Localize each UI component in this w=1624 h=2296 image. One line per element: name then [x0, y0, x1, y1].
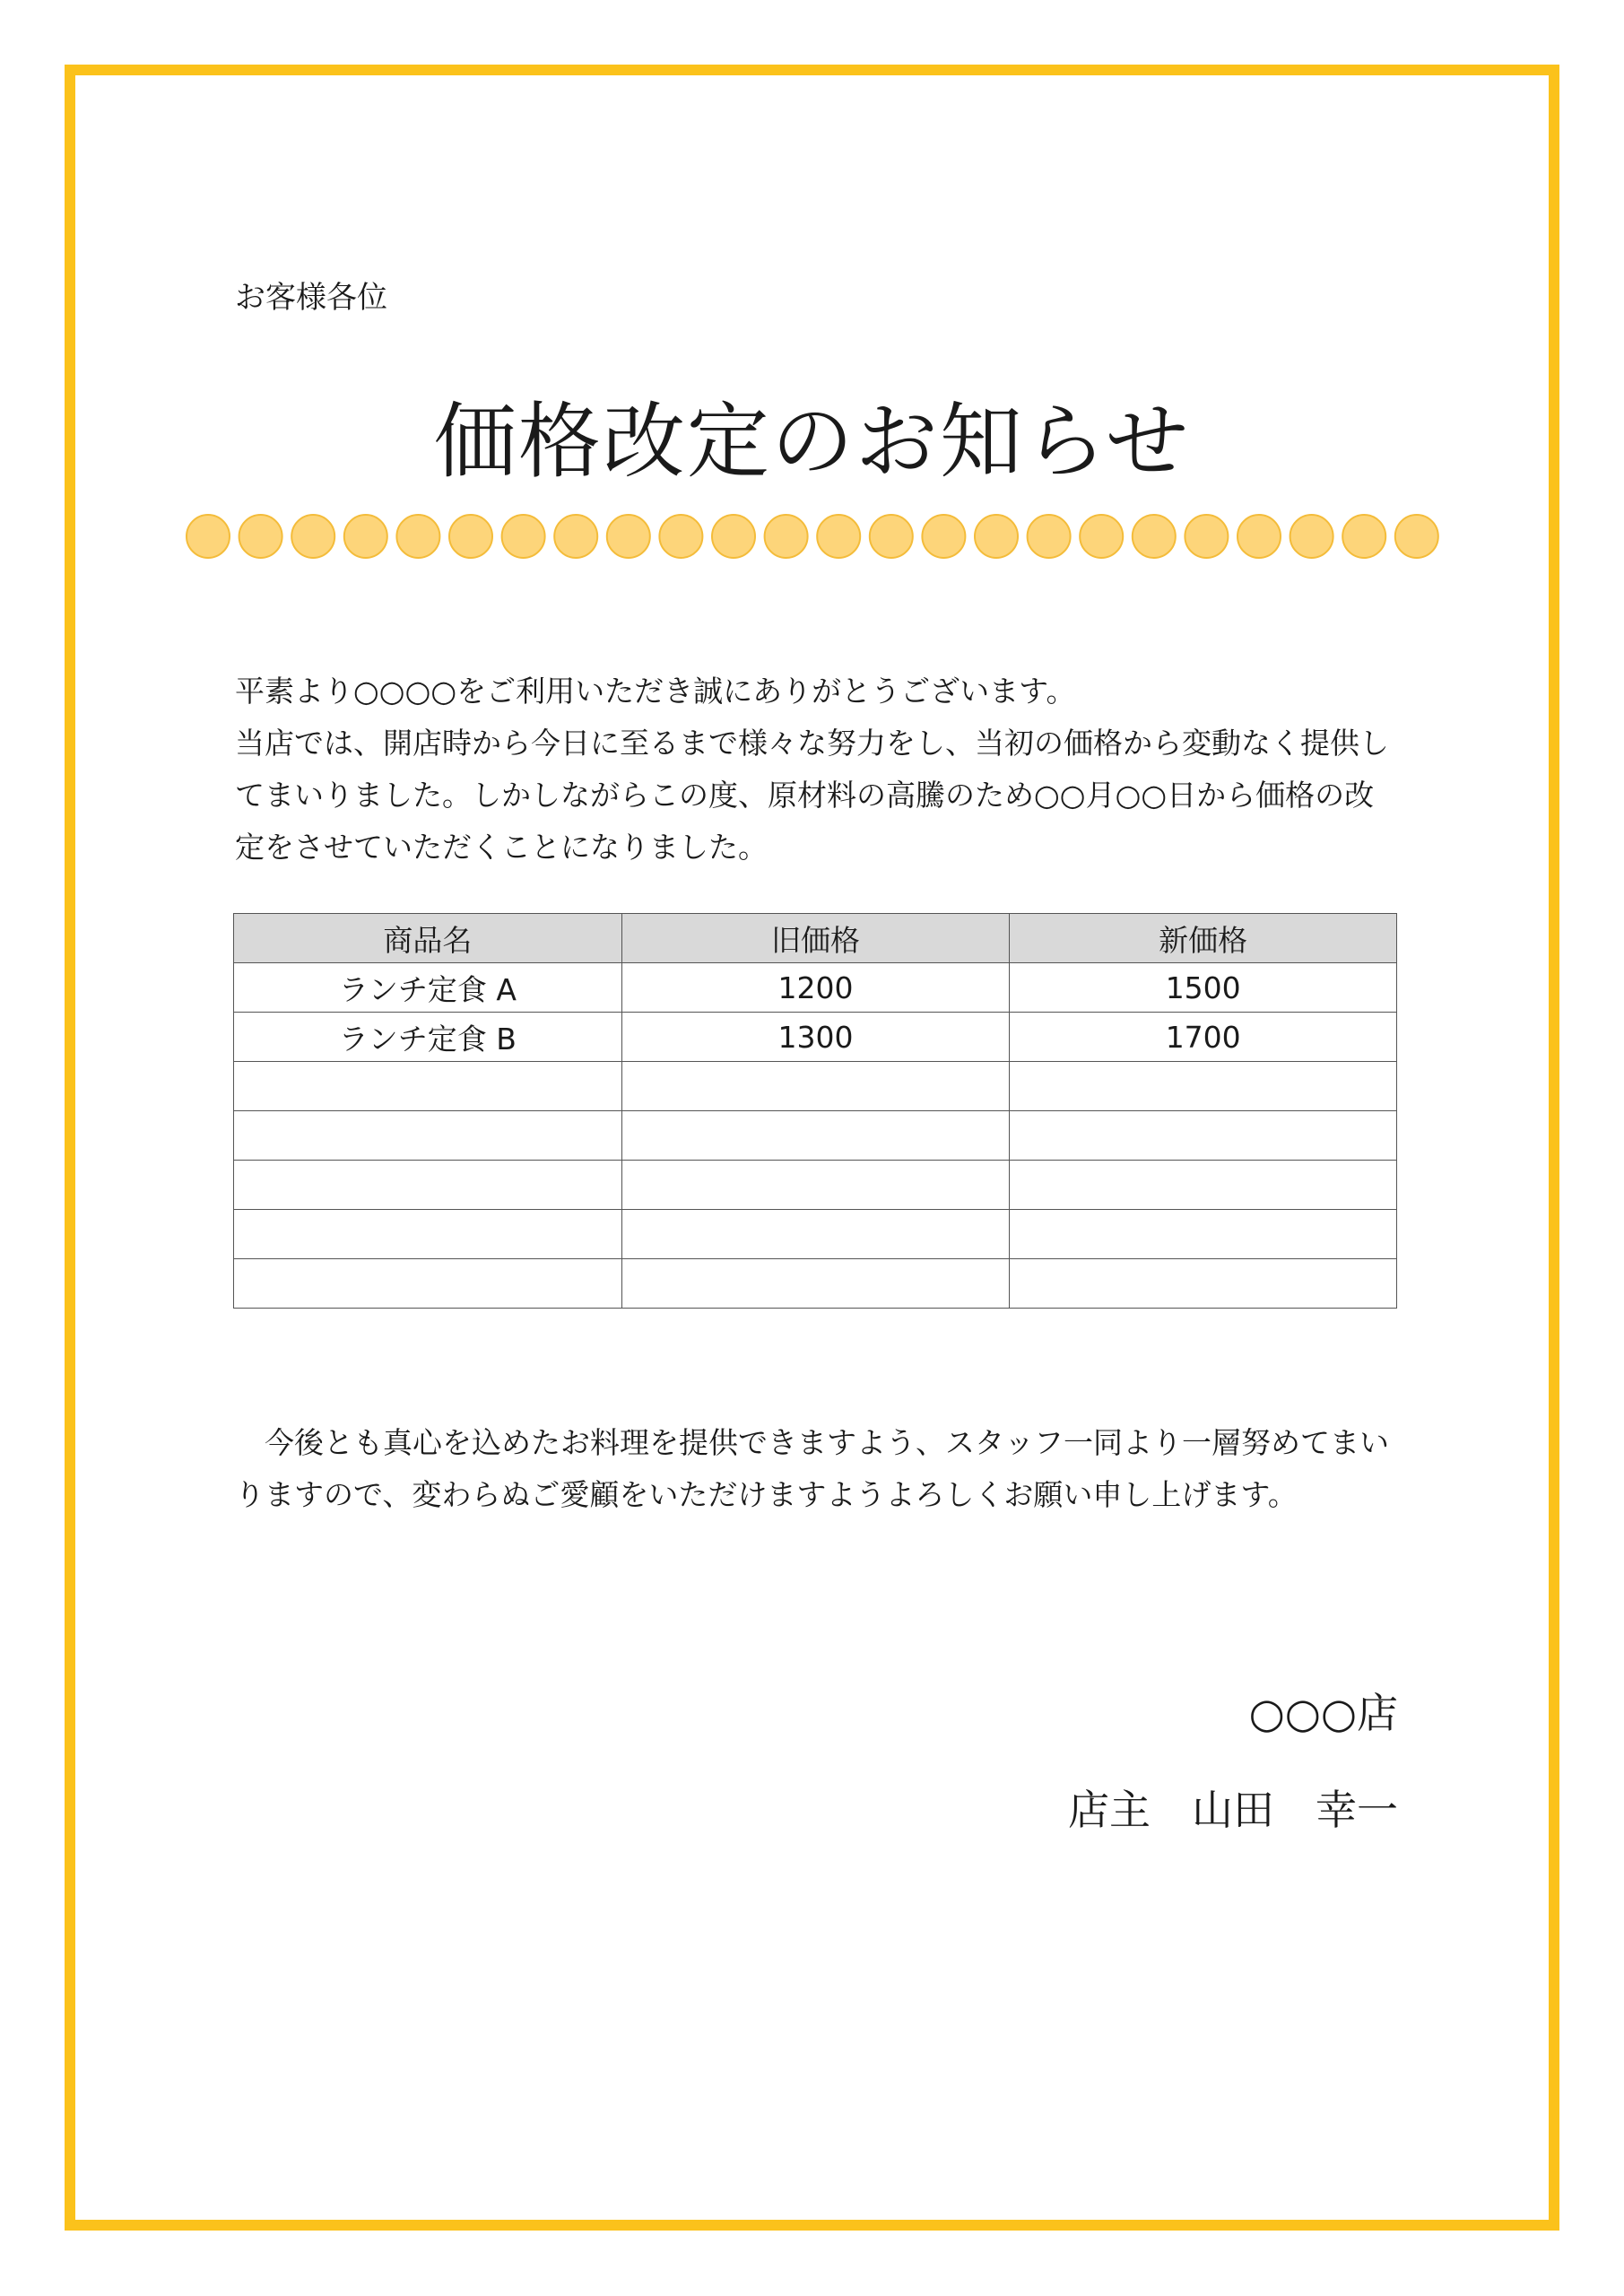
- decorative-dot: [291, 515, 334, 558]
- decorative-dot: [1395, 515, 1438, 558]
- cell-old-price: [621, 1259, 1010, 1309]
- table-header-row: [234, 914, 1397, 963]
- cell-old-price: [621, 1062, 1010, 1111]
- decorative-dot: [659, 515, 702, 558]
- decorative-dot: [817, 515, 860, 558]
- header-old-price: 旧価格: [621, 914, 1010, 963]
- table-row: [234, 1259, 1397, 1309]
- decorative-dot: [870, 515, 913, 558]
- owner-signature: [1068, 1781, 1398, 1839]
- closing-line: りますので、変わらぬご愛顧をいただけますようよろしくお願い申し上げます。: [235, 1477, 1298, 1512]
- decorative-dot: [922, 515, 965, 558]
- decorative-dot: [607, 515, 650, 558]
- decorative-dot: [554, 515, 597, 558]
- shop-name: ○○○店: [1248, 1689, 1398, 1737]
- cell-old-price: 1300: [621, 1013, 1010, 1062]
- decorative-dot: [239, 515, 282, 558]
- cell-product-name: ランチ定食 A: [234, 963, 622, 1013]
- decorative-dot: [187, 515, 230, 558]
- cell-new-price: [1010, 1161, 1397, 1210]
- closing-line: 今後とも真心を込めたお料理を提供できますよう、スタッフ一同より一層努めてまい: [235, 1425, 1389, 1460]
- cell-product-name: ランチ定食 B: [234, 1013, 622, 1062]
- table-row: [234, 1062, 1397, 1111]
- cell-old-price: [621, 1210, 1010, 1259]
- cell-old-price: [621, 1161, 1010, 1210]
- intro-paragraph: [235, 665, 1401, 874]
- cell-product-name: [234, 1161, 622, 1210]
- cell-new-price: [1010, 1062, 1397, 1111]
- dot-divider: [185, 513, 1449, 560]
- table-row: [234, 1111, 1397, 1161]
- header-new-price: 新価格: [1010, 914, 1397, 963]
- table-row: [234, 1161, 1397, 1210]
- decorative-dot: [1133, 515, 1176, 558]
- price-table: [233, 913, 1397, 1309]
- intro-line: 定をさせていただくことになりました。: [235, 830, 768, 865]
- closing-paragraph: [235, 1417, 1401, 1521]
- dot-divider-graphic: [185, 513, 1449, 560]
- decorative-dot: [1028, 515, 1071, 558]
- decorative-dot: [396, 515, 439, 558]
- intro-line: 当店では、開店時から今日に至るまで様々な努力をし、当初の価格から変動なく提供し: [235, 726, 1389, 761]
- cell-new-price: 1500: [1010, 963, 1397, 1013]
- decorative-dot: [502, 515, 545, 558]
- cell-new-price: [1010, 1210, 1397, 1259]
- decorative-dot: [1185, 515, 1228, 558]
- cell-product-name: [234, 1210, 622, 1259]
- cell-old-price: [621, 1111, 1010, 1161]
- cell-old-price: 1200: [621, 963, 1010, 1013]
- decorative-dot: [975, 515, 1018, 558]
- cell-product-name: [234, 1111, 622, 1161]
- table-row: [234, 963, 1397, 1013]
- owner-given-name: 幸一: [1316, 1786, 1398, 1834]
- decorative-dot: [765, 515, 808, 558]
- intro-line: 平素より○○○○をご利用いただき誠にありがとうございます。: [235, 674, 1076, 709]
- decorative-dot: [1342, 515, 1385, 558]
- cell-new-price: 1700: [1010, 1013, 1397, 1062]
- decorative-dot: [449, 515, 492, 558]
- owner-role: 店主: [1068, 1786, 1151, 1834]
- table-row: [234, 1013, 1397, 1062]
- decorative-dot: [1080, 515, 1123, 558]
- decorative-dot: [1238, 515, 1281, 558]
- decorative-dot: [712, 515, 755, 558]
- owner-surname: 山田: [1192, 1786, 1274, 1834]
- cell-new-price: [1010, 1259, 1397, 1309]
- cell-product-name: [234, 1259, 622, 1309]
- cell-product-name: [234, 1062, 622, 1111]
- intro-line: てまいりました。しかしながらこの度、原材料の高騰のため○○月○○日から価格の改: [235, 778, 1375, 813]
- decorative-dot: [344, 515, 387, 558]
- table-row: [234, 1210, 1397, 1259]
- page-title: 価格改定のお知らせ: [433, 394, 1191, 490]
- salutation: お客様各位: [235, 280, 387, 316]
- decorative-dot: [1290, 515, 1333, 558]
- cell-new-price: [1010, 1111, 1397, 1161]
- header-product-name: 商品名: [234, 914, 622, 963]
